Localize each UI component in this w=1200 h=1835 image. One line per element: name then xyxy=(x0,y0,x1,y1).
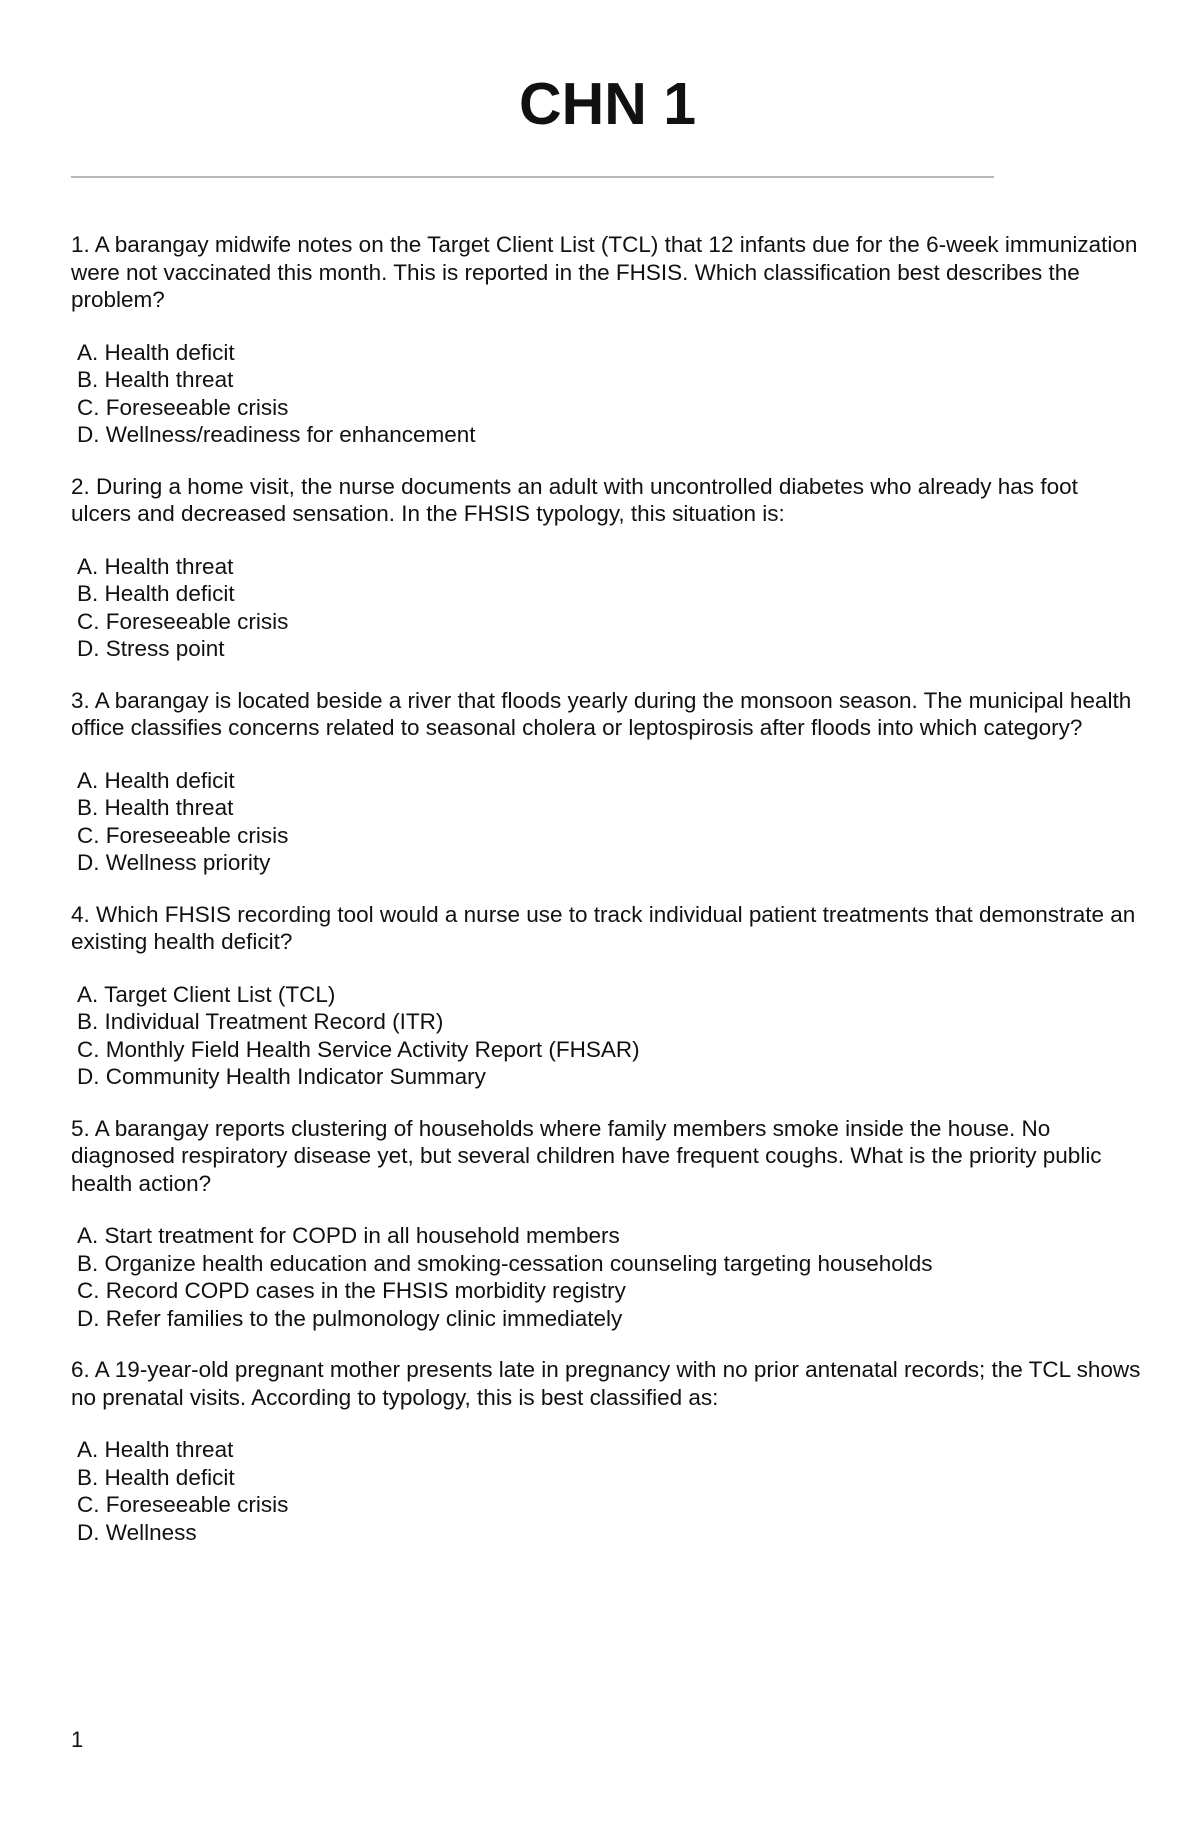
option-item: D. Community Health Indicator Summary xyxy=(77,1064,486,1089)
option-item: D. Wellness xyxy=(77,1519,197,1545)
question-item xyxy=(71,687,1141,877)
option-list xyxy=(71,1436,1141,1546)
option-list xyxy=(71,1222,1141,1332)
option-item: A. Start treatment for COPD in all household members xyxy=(77,1223,620,1248)
question-list xyxy=(71,231,1141,1570)
option-list xyxy=(71,981,1141,1091)
option-item: B. Health threat xyxy=(77,795,234,820)
page-title: CHN 1 xyxy=(518,71,697,137)
page-number: 1 xyxy=(71,1727,84,1752)
option-item: B. Health deficit xyxy=(77,581,235,606)
option-item: A. Health deficit xyxy=(77,767,235,793)
option-item: D. Stress point xyxy=(77,636,225,661)
option-item: A. Target Client List (TCL) xyxy=(77,981,336,1007)
title-divider xyxy=(71,176,994,178)
option-item: A. Health deficit xyxy=(77,339,235,365)
option-item: A. Health threat xyxy=(77,1437,234,1462)
option-item: C. Foreseeable crisis xyxy=(77,608,289,634)
option-item: B. Organize health education and smoking-cessation counseling targeting households xyxy=(77,1250,933,1276)
option-item: D. Wellness priority xyxy=(77,850,271,875)
option-list xyxy=(71,767,1141,877)
option-item: B. Health threat xyxy=(77,367,234,392)
option-item: C. Foreseeable crisis xyxy=(77,822,289,848)
option-item: C. Monthly Field Health Service Activity Report (FHSAR) xyxy=(77,1036,640,1062)
question-text: 6. A 19-year-old pregnant mother presents late in pregnancy with no prior antenatal records; the TCL shows no prenatal visits. According to typology, this is best classified as: xyxy=(71,1357,1141,1410)
question-item xyxy=(71,1356,1141,1546)
option-item: C. Record COPD cases in the FHSIS morbidity registry xyxy=(77,1278,626,1303)
question-text: 2. During a home visit, the nurse documents an adult with uncontrolled diabetes who already has foot ulcers and decreased sensation. In the FHSIS typology, this situation is: xyxy=(71,473,1078,526)
option-list xyxy=(71,339,1141,449)
question-item xyxy=(71,231,1141,449)
question-text: 3. A barangay is located beside a river that floods yearly during the monsoon season. The municipal health office classifies concerns related to seasonal cholera or leptospirosis after floods into which category? xyxy=(71,687,1132,740)
question-item xyxy=(71,473,1141,663)
option-list xyxy=(71,553,1141,663)
question-text: 5. A barangay reports clustering of households where family members smoke inside the house. No diagnosed respiratory disease yet, but several children have frequent coughs. What is the priority public health action? xyxy=(71,1115,1102,1196)
option-item: B. Individual Treatment Record (ITR) xyxy=(77,1009,444,1034)
option-item: A. Health threat xyxy=(77,553,234,579)
question-text: 1. A barangay midwife notes on the Target Client List (TCL) that 12 infants due for the 6-week immunization were not vaccinated this month. This is reported in the FHSIS. Which classification best describes the problem? xyxy=(71,232,1138,312)
option-item: D. Refer families to the pulmonology clinic immediately xyxy=(77,1305,623,1331)
option-item: B. Health deficit xyxy=(77,1464,235,1490)
question-item xyxy=(71,901,1141,1091)
question-text: 4. Which FHSIS recording tool would a nurse use to track individual patient treatments that demonstrate an existing health deficit? xyxy=(71,901,1136,954)
option-item: C. Foreseeable crisis xyxy=(77,1492,289,1517)
question-item xyxy=(71,1115,1141,1333)
option-item: C. Foreseeable crisis xyxy=(77,394,289,420)
option-item: D. Wellness/readiness for enhancement xyxy=(77,422,476,447)
